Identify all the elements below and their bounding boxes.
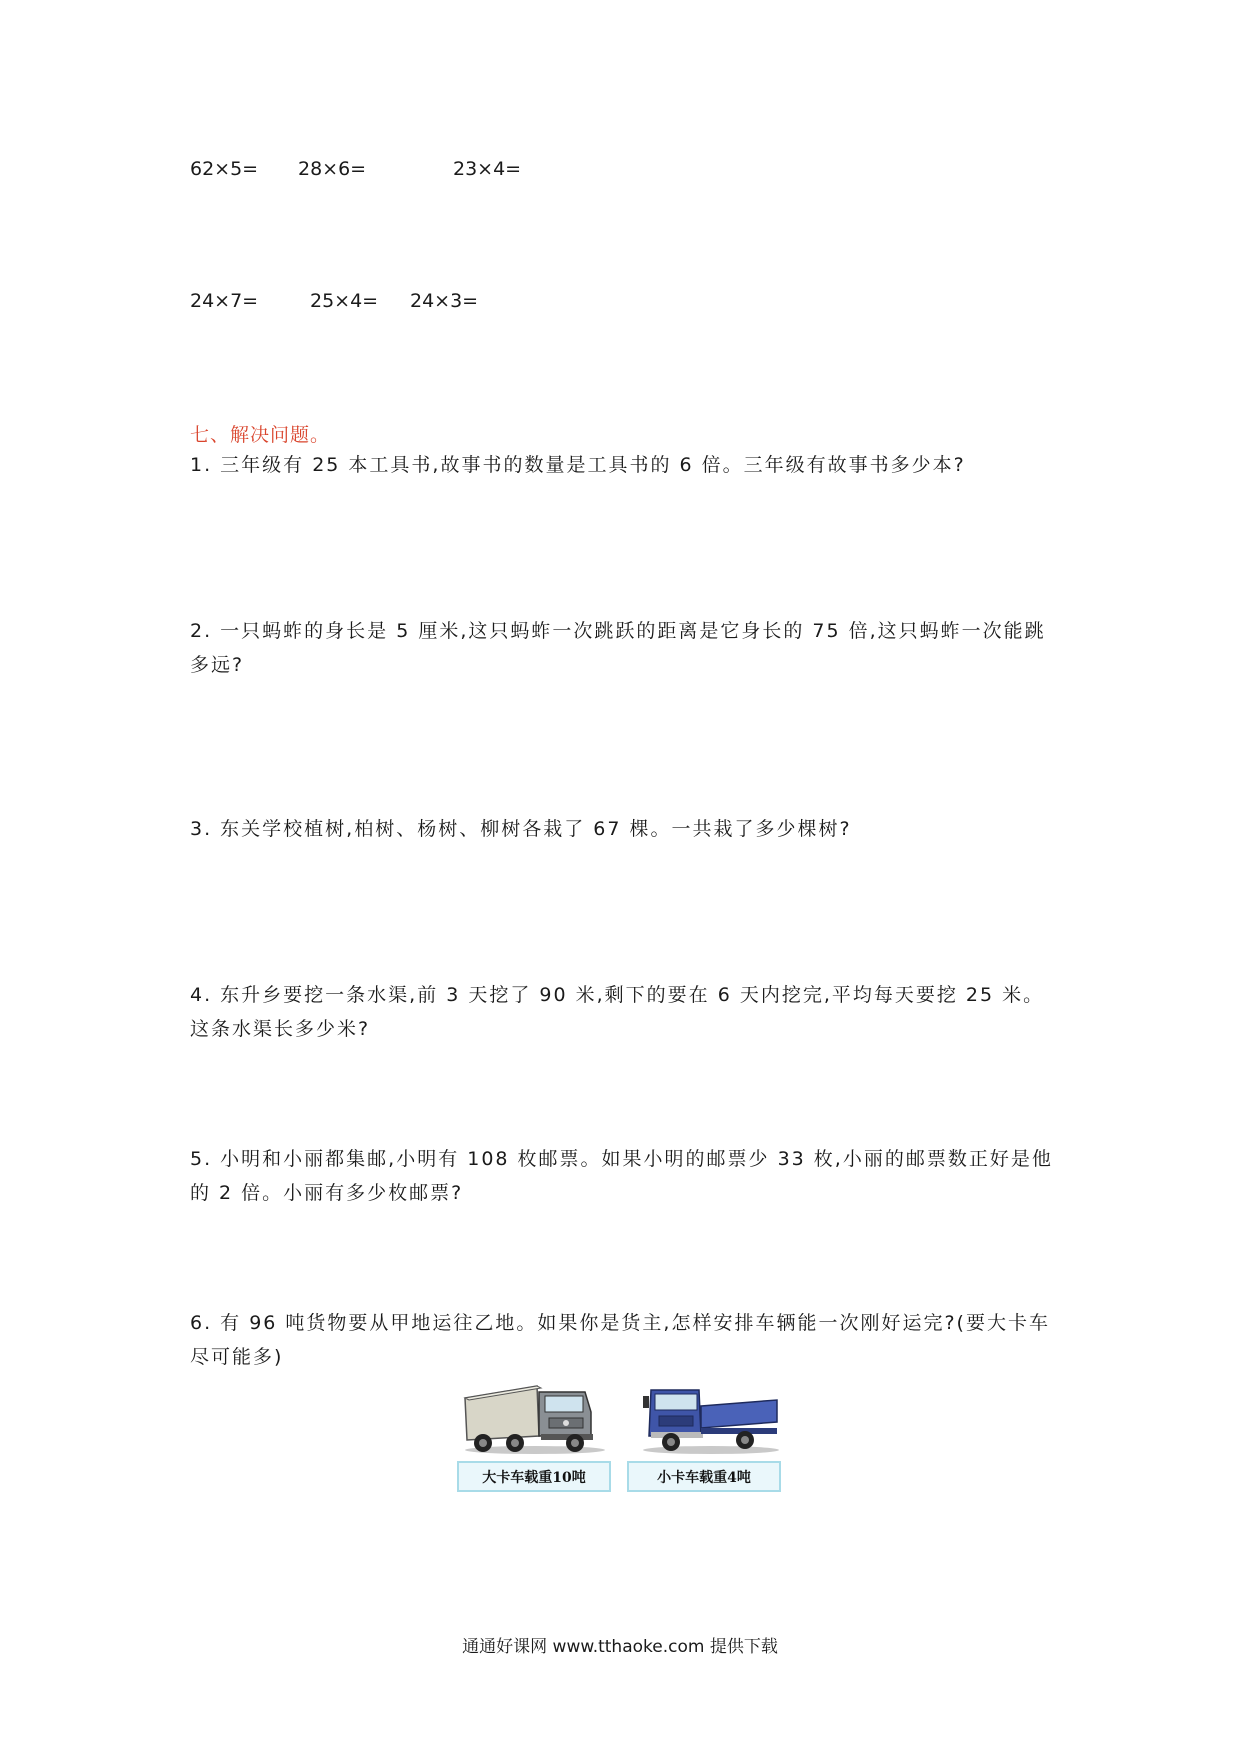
- page-footer: 通通好课网 www.tthaoke.com 提供下载: [462, 1637, 778, 1657]
- calc-item: 25×4=: [310, 290, 379, 312]
- small-truck-label: 小卡车载重4吨: [627, 1461, 781, 1492]
- big-truck-card: [457, 1378, 613, 1494]
- calc-item: 62×5=: [190, 158, 259, 180]
- calc-item: 23×4=: [453, 158, 522, 180]
- problem-4: 4. 东升乡要挖一条水渠,前 3 天挖了 90 米,剩下的要在 6 天内挖完,平均每天要挖 25 米。这条水渠长多少米?: [190, 984, 1045, 1040]
- small-truck-card: [627, 1378, 783, 1494]
- big-truck-illustration: [457, 1378, 613, 1456]
- problem-3: 3. 东关学校植树,柏树、杨树、柳树各栽了 67 棵。一共栽了多少棵树?: [190, 818, 852, 840]
- small-truck-illustration: [627, 1378, 783, 1456]
- problem-1: 1. 三年级有 25 本工具书,故事书的数量是工具书的 6 倍。三年级有故事书多少本?: [190, 454, 966, 476]
- problem-5: 5. 小明和小丽都集邮,小明有 108 枚邮票。如果小明的邮票少 33 枚,小丽的邮票数正好是他的 2 倍。小丽有多少枚邮票?: [190, 1148, 1053, 1204]
- calc-item: 24×7=: [190, 290, 259, 312]
- problem-2: 2. 一只蚂蚱的身长是 5 厘米,这只蚂蚱一次跳跃的距离是它身长的 75 倍,这只蚂蚱一次能跳多远?: [190, 620, 1046, 676]
- calc-item: 28×6=: [298, 158, 367, 180]
- problem-6: 6. 有 96 吨货物要从甲地运往乙地。如果你是货主,怎样安排车辆能一次刚好运完?(要大卡车尽可能多): [190, 1312, 1050, 1368]
- calc-item: 24×3=: [410, 290, 479, 312]
- section-title: 七、解决问题。: [190, 424, 331, 446]
- big-truck-label: 大卡车载重10吨: [457, 1461, 611, 1492]
